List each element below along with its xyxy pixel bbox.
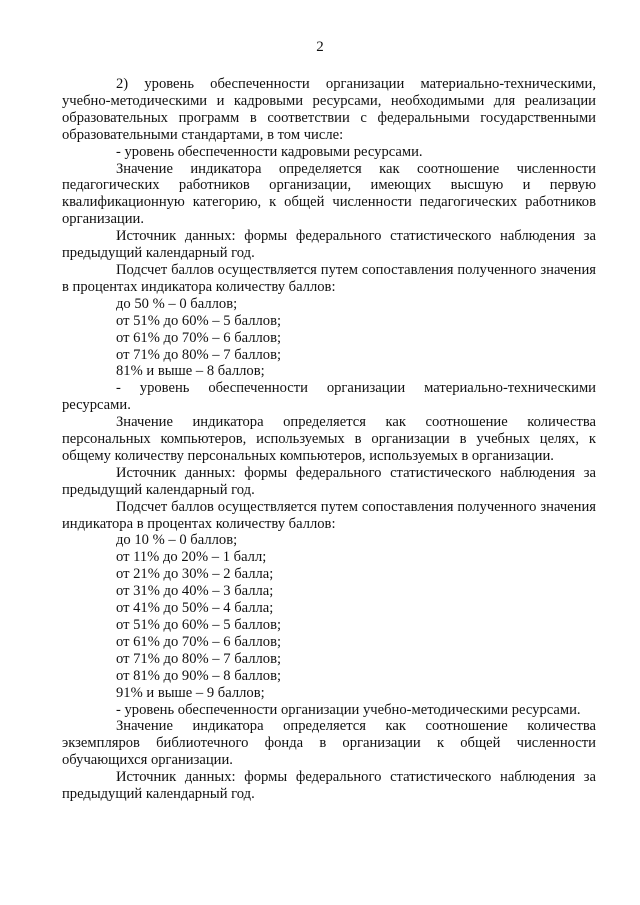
list-item: до 10 % – 0 баллов; <box>116 532 238 549</box>
paragraph-staff-source: Источник данных: формы федерального статистического наблюдения за предыдущий календарный год. <box>62 228 596 262</box>
paragraph-methodical-indicator: Значение индикатора определяется как соотношение количества экземпляров библиотечного фонда в организации к общей численности обучающихся организации. <box>62 718 596 769</box>
paragraph-material-scoring: Подсчет баллов осуществляется путем сопоставления полученного значения индикатора в процентах количеству баллов: <box>62 498 596 532</box>
paragraph-material-heading: - уровень обеспеченности организации материально-техническими ресурсами. <box>62 380 596 414</box>
document-body <box>62 76 596 803</box>
list-item: от 21% до 30% – 2 балла; <box>116 566 274 583</box>
paragraph-material-source: Источник данных: формы федерального статистического наблюдения за предыдущий календарный год. <box>62 464 596 498</box>
list-item: от 71% до 80% – 7 баллов; <box>116 346 282 363</box>
list-item: от 81% до 90% – 8 баллов; <box>116 667 282 684</box>
list-item: 81% и выше – 8 баллов; <box>116 363 265 380</box>
page-number: 2 <box>316 39 324 55</box>
paragraph-material-indicator: Значение индикатора определяется как соотношение количества персональных компьютеров, используемых в организации в учебных целях, к общему количеству персональных компьютеров, используемых в организации. <box>62 414 596 464</box>
paragraph-staff-heading: - уровень обеспеченности кадровыми ресурсами. <box>116 143 423 160</box>
list-item: 91% и выше – 9 баллов; <box>116 684 265 701</box>
list-item: до 50 % – 0 баллов; <box>116 295 238 312</box>
list-item: от 61% до 70% – 6 баллов; <box>116 633 282 650</box>
list-item: от 31% до 40% – 3 балла; <box>116 583 274 600</box>
list-item: от 61% до 70% – 6 баллов; <box>116 329 282 346</box>
paragraph-staff-scoring: Подсчет баллов осуществляется путем сопоставления полученного значения в процентах индикатора количеству баллов: <box>62 261 596 295</box>
paragraph-staff-indicator: Значение индикатора определяется как соотношение численности педагогических работников организации, имеющих высшую и первую квалификационную категорию, к общей численности педагогических работников организации. <box>62 160 596 228</box>
list-item: от 51% до 60% – 5 баллов; <box>116 312 282 329</box>
list-item: от 11% до 20% – 1 балл; <box>116 549 267 566</box>
paragraph-intro: 2) уровень обеспеченности организации материально-техническими, учебно-методическими и кадровыми ресурсами, необходимыми для реализации образовательных программ в соответствии с федеральными государственными образовательными стандартами, в том числе: <box>62 76 596 143</box>
list-item: от 71% до 80% – 7 баллов; <box>116 650 282 667</box>
list-item: от 51% до 60% – 5 баллов; <box>116 617 282 633</box>
paragraph-methodical-heading: - уровень обеспеченности организации учебно-методическими ресурсами. <box>116 701 581 718</box>
list-item: от 41% до 50% – 4 балла; <box>116 600 274 617</box>
paragraph-methodical-source: Источник данных: формы федерального статистического наблюдения за предыдущий календарный год. <box>62 769 596 803</box>
